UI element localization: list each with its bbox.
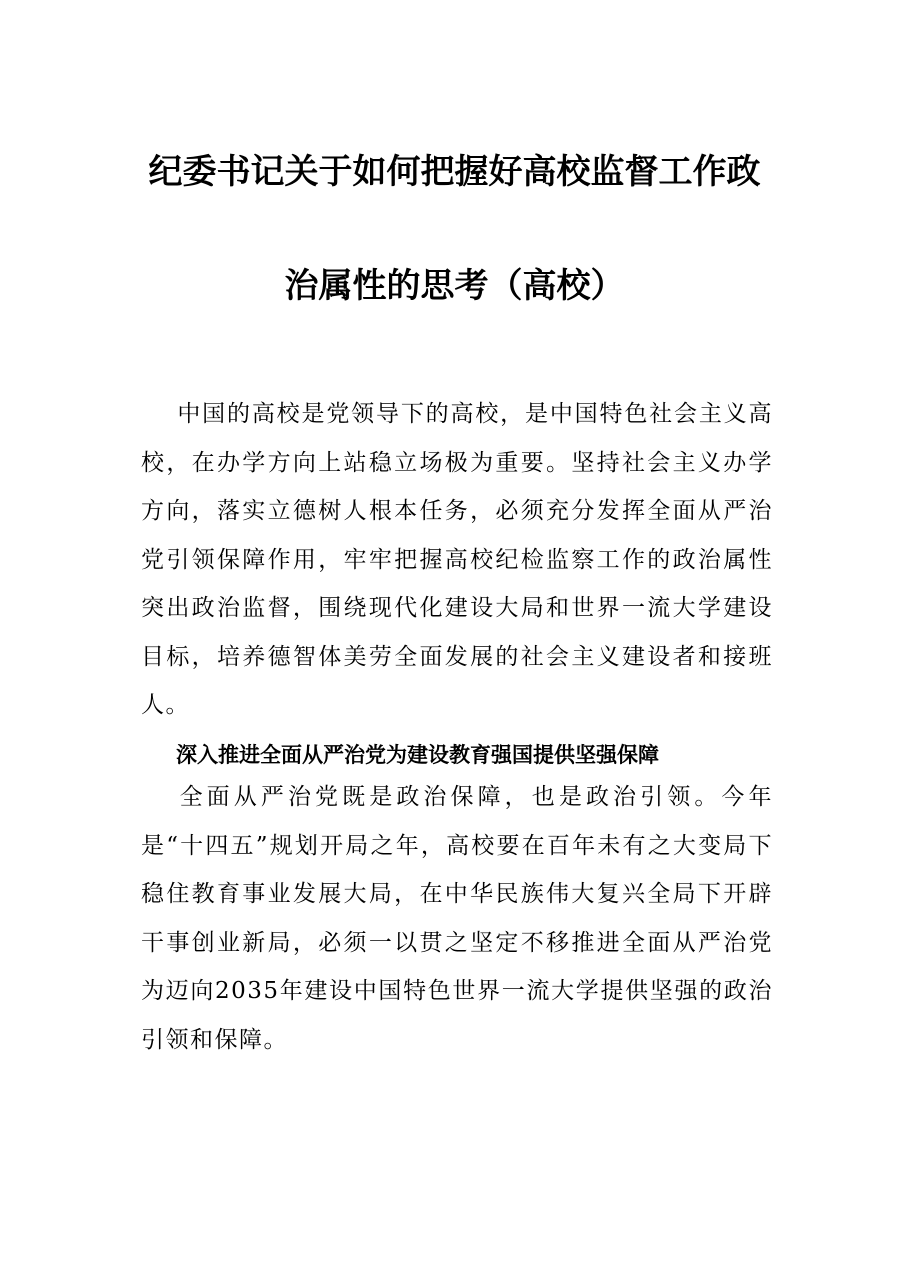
paragraph-intro — [141, 390, 773, 730]
paragraph-body — [141, 773, 773, 1064]
paragraph-intro-text: 中国的高校是党领导下的高校，是中国特色社会主义高校，在办学方向上站稳立场极为重要。坚持社会主义办学方向，落实立德树人根本任务，必须充分发挥全面从严治党引领保障作用，牢牢把握高校纪检监察工作的政治属性突出政治监督，围绕现代化建设大局和世界一流大学建设目标，培养德智体美劳全面发展的社会主义建设者和接班人。 — [141, 401, 773, 718]
document-title-line-1: 纪委书记关于如何把握好高校监督工作政 — [148, 152, 761, 192]
paragraph-body-text: 全面从严治党既是政治保障，也是政治引领。今年是“十四五”规划开局之年，高校要在百年未有之大变局下稳住教育事业发展大局，在中华民族伟大复兴全局下开辟干事创业新局，必须一以贯之坚定不移推进全面从严治党为迈向2035年建设中国特色世界一流大学提供坚强的政治引领和保障。 — [141, 784, 773, 1053]
document-title-line-2: 治属性的思考（高校） — [284, 266, 625, 306]
section-heading: 深入推进全面从严治党为建设教育强国提供坚强保障 — [176, 743, 659, 767]
